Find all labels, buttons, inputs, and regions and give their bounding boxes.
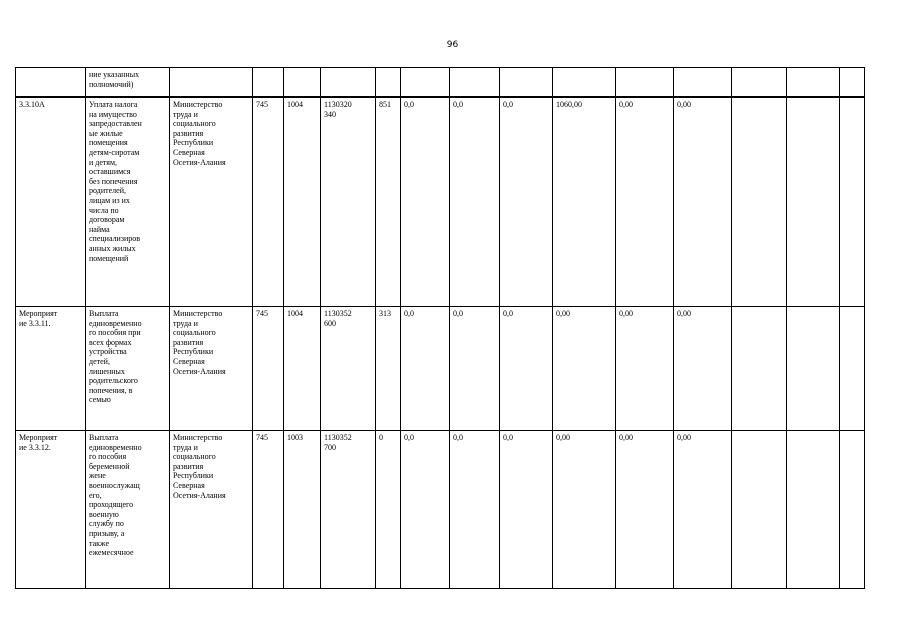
value-cell: 0,00 <box>674 97 732 307</box>
value-cell: 0,0 <box>450 97 500 307</box>
value-cell: 0,0 <box>500 307 553 431</box>
value-cell <box>787 431 840 589</box>
value-cell: 1060,00 <box>553 97 616 307</box>
value-cell: 0,0 <box>401 97 450 307</box>
value-cell <box>840 68 865 98</box>
expense-type-cell <box>376 68 401 98</box>
value-cell <box>732 68 787 98</box>
grbs-code-cell <box>253 68 284 98</box>
value-cell <box>674 68 732 98</box>
value-cell: 0,00 <box>616 307 674 431</box>
value-cell: 0,0 <box>450 307 500 431</box>
value-cell <box>840 97 865 307</box>
table-row <box>16 97 865 307</box>
target-article-cell: 1130320 340 <box>321 97 376 307</box>
value-cell <box>553 68 616 98</box>
grbs-code-cell: 745 <box>253 307 284 431</box>
value-cell: 0,00 <box>616 97 674 307</box>
value-cell <box>787 97 840 307</box>
executor-cell: Министерство труда и социального развития Республики Северная Осетия-Алания <box>170 307 253 431</box>
value-cell: 0,0 <box>401 431 450 589</box>
value-cell <box>616 68 674 98</box>
value-cell: 0,00 <box>616 431 674 589</box>
value-cell <box>450 68 500 98</box>
section-code-cell: 1004 <box>284 97 321 307</box>
executor-cell <box>170 68 253 98</box>
section-code-cell: 1004 <box>284 307 321 431</box>
page-number: 96 <box>446 40 459 50</box>
measure-number-cell <box>16 68 86 98</box>
value-cell <box>500 68 553 98</box>
executor-cell: Министерство труда и социального развития Республики Северная Осетия-Алания <box>170 431 253 589</box>
value-cell: 0,00 <box>553 431 616 589</box>
measure-name-cell: ние указанных полномочий) <box>86 68 170 98</box>
value-cell: 0,0 <box>401 307 450 431</box>
value-cell <box>732 307 787 431</box>
executor-cell: Министерство труда и социального развития Республики Северная Осетия-Алания <box>170 97 253 307</box>
value-cell <box>787 307 840 431</box>
target-article-cell: 1130352 600 <box>321 307 376 431</box>
expense-type-cell: 0 <box>376 431 401 589</box>
section-code-cell <box>284 68 321 98</box>
value-cell: 0,00 <box>674 431 732 589</box>
value-cell <box>787 68 840 98</box>
measure-name-cell: Выплата единовременно го пособия беременной жене военнослужащ его, проходящего военную службу по призыву, а также ежемесячное <box>86 431 170 589</box>
value-cell: 0,0 <box>500 97 553 307</box>
value-cell: 0,0 <box>500 431 553 589</box>
value-cell: 0,00 <box>553 307 616 431</box>
measure-number-cell: Мероприят ие 3.3.12. <box>16 431 86 589</box>
value-cell <box>732 431 787 589</box>
grbs-code-cell: 745 <box>253 97 284 307</box>
expense-type-cell: 313 <box>376 307 401 431</box>
value-cell: 0,0 <box>450 431 500 589</box>
table-row <box>16 431 865 589</box>
measure-number-cell: Мероприят ие 3.3.11. <box>16 307 86 431</box>
section-code-cell: 1003 <box>284 431 321 589</box>
measure-number-cell: 3.3.10А <box>16 97 86 307</box>
expense-type-cell: 851 <box>376 97 401 307</box>
grbs-code-cell: 745 <box>253 431 284 589</box>
target-article-cell: 1130352 700 <box>321 431 376 589</box>
value-cell <box>401 68 450 98</box>
table-row <box>16 68 865 98</box>
target-article-cell <box>321 68 376 98</box>
value-cell <box>840 431 865 589</box>
measure-name-cell: Выплата единовременно го пособия при всех формах устройства детей, лишенных родительского попечения, в семью <box>86 307 170 431</box>
value-cell <box>840 307 865 431</box>
value-cell <box>732 97 787 307</box>
measure-name-cell: Уплата налога на имущество запредоставлен ые жилые помещения детям-сиротам и детям, оставшимся без попечения родителей, лицам из их числа по договорам найма специализиров анных жилых помещений <box>86 97 170 307</box>
table-row <box>16 307 865 431</box>
value-cell: 0,00 <box>674 307 732 431</box>
budget-table <box>15 67 865 589</box>
